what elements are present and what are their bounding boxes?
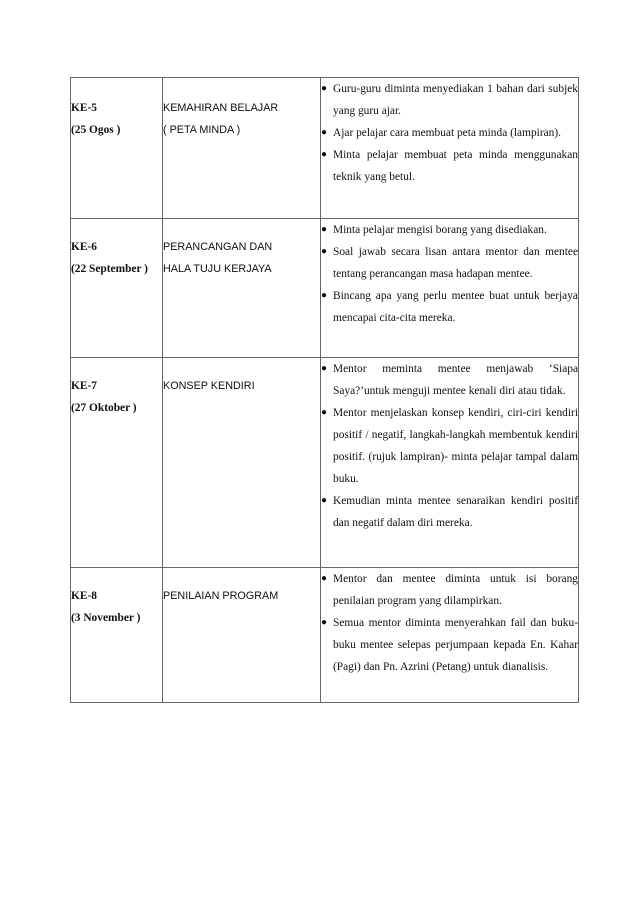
week-cell (71, 219, 163, 358)
table-row (71, 568, 579, 703)
topic-line: PERANCANGAN DAN (163, 241, 273, 253)
week-label: KE-6 (71, 241, 97, 253)
bullet-icon: ● (321, 127, 328, 138)
activity-item: ● Soal jawab secara lisan antara mentor dan mentee tentang perancangan masa hadapan mentee. (321, 241, 578, 285)
week-label: KE-5 (71, 102, 97, 114)
topic-line: PENILAIAN PROGRAM (163, 590, 279, 602)
bullet-icon: ● (321, 149, 328, 160)
activity-item: ● Guru-guru diminta menyediakan 1 bahan dari subjek yang guru ajar. (321, 78, 578, 122)
activity-item: ● Ajar pelajar cara membuat peta minda (lampiran). (321, 122, 578, 144)
week-label: KE-8 (71, 590, 97, 602)
topic-cell (163, 78, 321, 219)
bullet-icon: ● (321, 224, 328, 235)
bullet-icon: ● (321, 495, 328, 506)
bullet-icon: ● (321, 407, 328, 418)
topic-line: HALA TUJU KERJAYA (163, 263, 272, 275)
activity-item: ● Mentor meminta mentee menjawab ‘Siapa Saya?’untuk menguji mentee kenali diri atau tidak. (321, 358, 578, 402)
table-row (71, 358, 579, 568)
activity-item: ● Mentor dan mentee diminta untuk isi borang penilaian program yang dilampirkan. (321, 568, 578, 612)
week-label: KE-7 (71, 380, 97, 392)
week-cell (71, 358, 163, 568)
activity-item: ● Semua mentor diminta menyerahkan fail dan buku-buku mentee selepas perjumpaan kepada En. Kahar (Pagi) dan Pn. Azrini (Petang) untuk dianalisis. (321, 612, 578, 678)
activity-item: ● Bincang apa yang perlu mentee buat untuk berjaya mencapai cita-cita mereka. (321, 285, 578, 329)
topic-line: KEMAHIRAN BELAJAR (163, 102, 279, 114)
week-date: (3 November ) (71, 612, 141, 624)
week-cell (71, 568, 163, 703)
activities-cell (321, 358, 579, 568)
bullet-icon: ● (321, 573, 328, 584)
activity-item: ● Minta pelajar membuat peta minda menggunakan teknik yang betul. (321, 144, 578, 188)
activities-cell (321, 78, 579, 219)
bullet-icon: ● (321, 83, 328, 94)
table-row (71, 219, 579, 358)
bullet-icon: ● (321, 290, 328, 301)
week-date: (25 Ogos ) (71, 124, 121, 136)
topic-cell (163, 358, 321, 568)
topic-cell (163, 219, 321, 358)
bullet-icon: ● (321, 246, 328, 257)
topic-cell (163, 568, 321, 703)
week-cell (71, 78, 163, 219)
activities-cell (321, 219, 579, 358)
bullet-icon: ● (321, 617, 328, 628)
mentoring-schedule-table (70, 77, 579, 703)
topic-line: ( PETA MINDA ) (163, 124, 241, 136)
table-row (71, 78, 579, 219)
activity-item: ● Minta pelajar mengisi borang yang disediakan. (321, 219, 578, 241)
bullet-icon: ● (321, 363, 328, 374)
week-date: (27 Oktober ) (71, 402, 137, 414)
activity-item: ● Kemudian minta mentee senaraikan kendiri positif dan negatif dalam diri mereka. (321, 490, 578, 534)
activities-cell (321, 568, 579, 703)
week-date: (22 September ) (71, 263, 148, 275)
topic-line: KONSEP KENDIRI (163, 380, 255, 392)
activity-item: ● Mentor menjelaskan konsep kendiri, ciri-ciri kendiri positif / negatif, langkah-langkah membentuk kendiri positif. (rujuk lampiran)- minta pelajar tampal dalam buku. (321, 402, 578, 490)
